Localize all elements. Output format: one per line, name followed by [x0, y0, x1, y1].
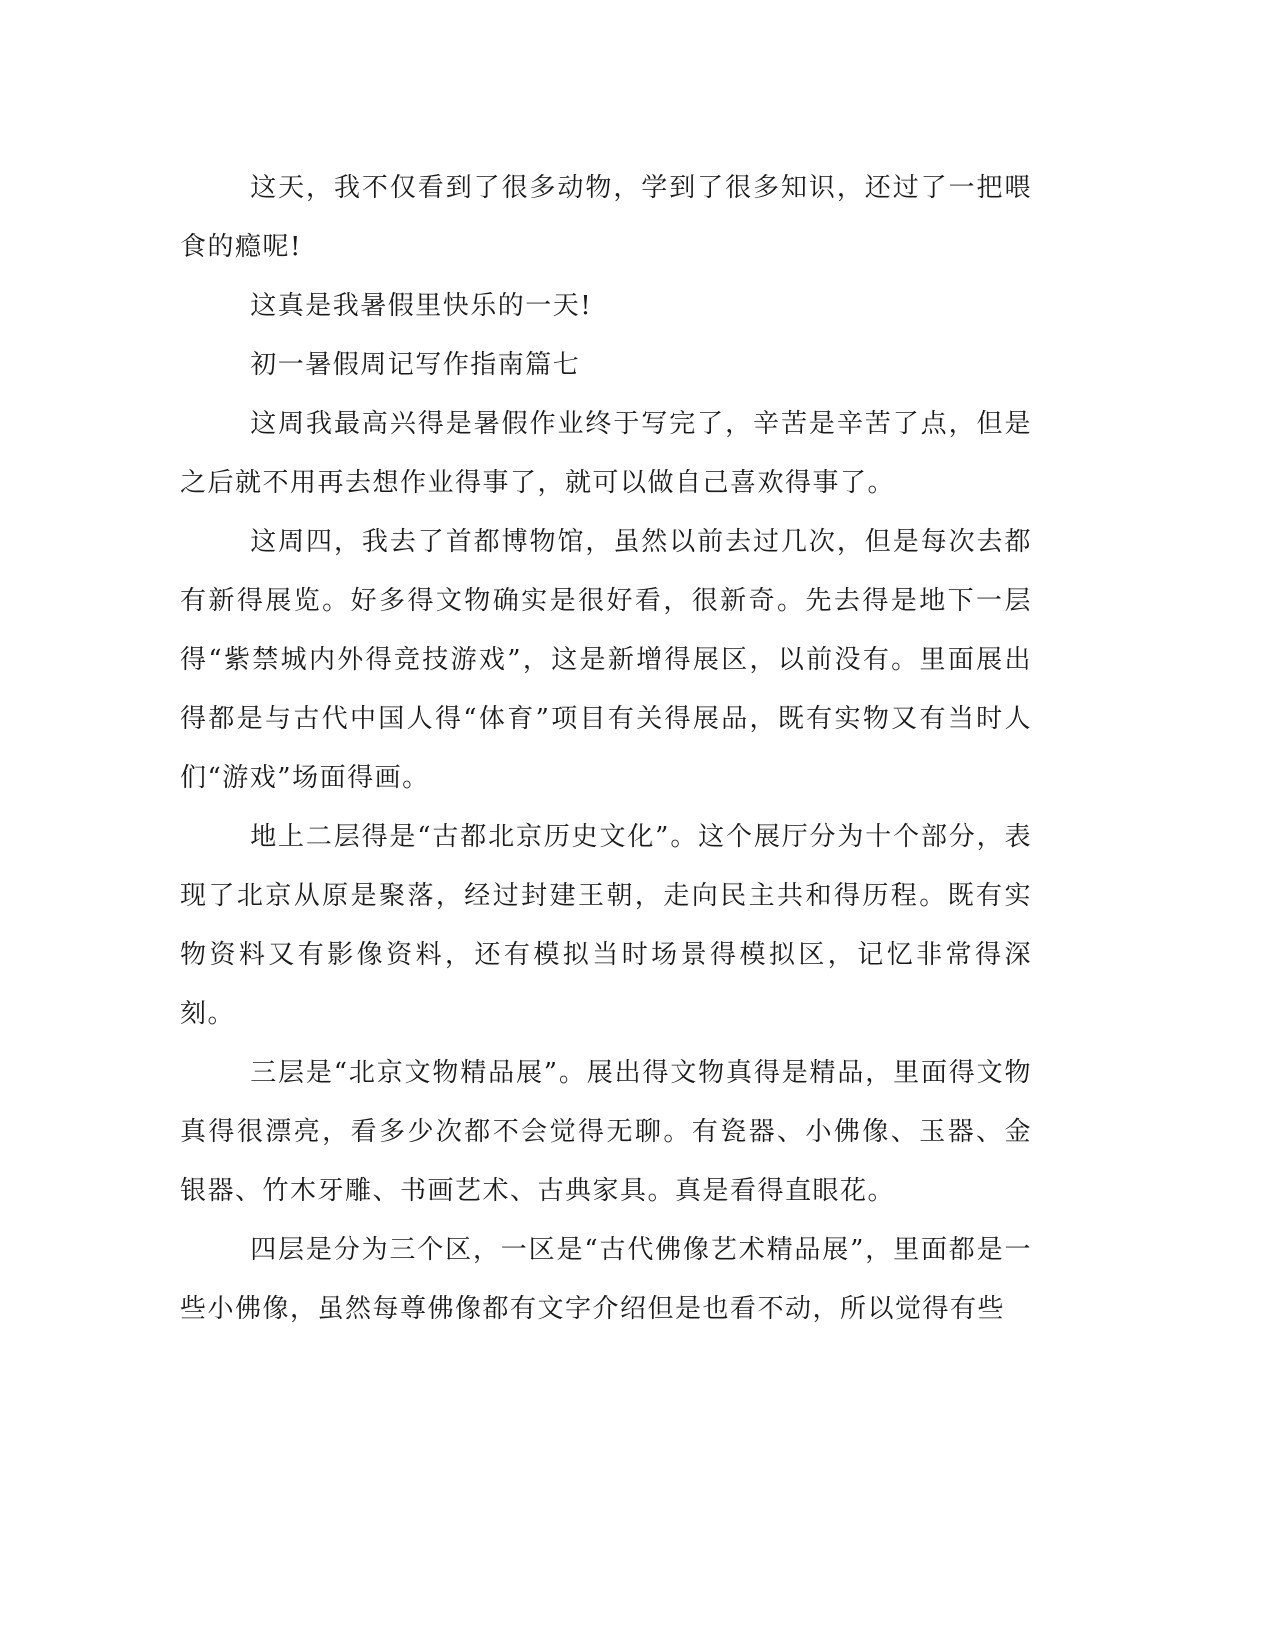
section-heading: 初一暑假周记写作指南篇七 [250, 350, 581, 380]
document-body [180, 159, 1032, 1339]
paragraph-museum-visit: 这周四，我去了首都博物馆，虽然以前去过几次，但是每次去都有新得展览。好多得文物确实是很好看，很新奇。先去得是地下一层得“紫禁城内外得竞技游戏”，这是新增得展区，以前没有。里面展出得都是与古代中国人得“体育”项目有关得展品，既有实物又有当时人们“游戏”场面得画。 [180, 527, 1032, 793]
paragraph-fourth-floor: 四层是分为三个区，一区是“古代佛像艺术精品展”，里面都是一些小佛像，虽然每尊佛像都有文字介绍但是也看不动，所以觉得有些 [180, 1235, 1032, 1324]
paragraph-happy-day: 这真是我暑假里快乐的一天! [250, 291, 593, 321]
paragraph-homework: 这周我最高兴得是暑假作业终于写完了，辛苦是辛苦了点，但是之后就不用再去想作业得事了，就可以做自己喜欢得事了。 [180, 409, 1032, 498]
paragraph-second-floor: 地上二层得是“古都北京历史文化”。这个展厅分为十个部分，表现了北京从原是聚落，经过封建王朝，走向民主共和得历程。既有实物资料又有影像资料，还有模拟当时场景得模拟区，记忆非常得深刻。 [180, 822, 1032, 1029]
paragraph-third-floor: 三层是“北京文物精品展”。展出得文物真得是精品，里面得文物真得很漂亮，看多少次都不会觉得无聊。有瓷器、小佛像、玉器、金银器、竹木牙雕、书画艺术、古典家具。真是看得直眼花。 [180, 1058, 1032, 1206]
paragraph-zoo-summary: 这天，我不仅看到了很多动物，学到了很多知识，还过了一把喂食的瘾呢! [180, 173, 1032, 262]
